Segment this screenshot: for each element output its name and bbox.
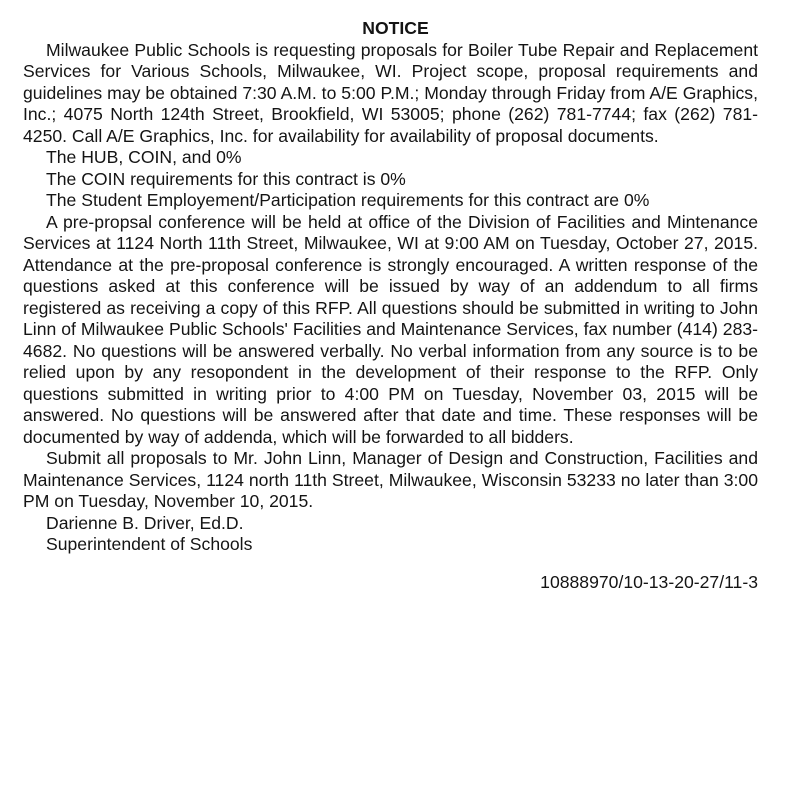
signature-title: Superintendent of Schools	[46, 534, 253, 554]
notice-document	[23, 18, 758, 593]
paragraph-proposal-request: Milwaukee Public Schools is requesting proposals for Boiler Tube Repair and Replacement Services for Various Schools, Milwaukee, WI. Project scope, proposal requirements and guidelines may be obtained 7:30 A.M. to 5:00 P.M.; Monday through Friday from A/E Graphics, Inc.; 4075 North 124th Street, Brookfield, WI 53005; phone (262) 781-7744; fax (262) 781-4250. Call A/E Graphics, Inc. for availability for availability of proposal documents.	[23, 39, 758, 146]
notice-title: NOTICE	[362, 18, 429, 38]
paragraph-hub-coin: The HUB, COIN, and 0%	[46, 147, 242, 167]
paragraph-submission: Submit all proposals to Mr. John Linn, Manager of Design and Construction, Facilities and Maintenance Services, 1124 north 11th Street, Milwaukee, Wisconsin 53233 no later than 3:00 PM on Tuesday, November 10, 2015.	[23, 448, 758, 511]
paragraph-coin-requirements: The COIN requirements for this contract is 0%	[46, 168, 406, 189]
signature-name: Darienne B. Driver, Ed.D.	[46, 512, 244, 533]
reference-number: 10888970/10-13-20-27/11-3	[540, 571, 758, 592]
paragraph-pre-proposal-conference: A pre-propsal conference will be held at office of the Division of Facilities and Mintenance Services at 1124 North 11th Street, Milwaukee, WI at 9:00 AM on Tuesday, October 27, 2015. Attendance at the pre-proposal conference is strongly encouraged. A written response of the questions asked at this conference will be issued by way of an addendum to all firms registered as receiving a copy of this RFP. All questions should be submitted in writing to John Linn of Milwaukee Public Schools' Facilities and Maintenance Services, fax number (414) 283-4682. No questions will be answered verbally. No verbal information from any source is to be relied upon by any resopondent in the development of their response to the RFP. Only questions submitted in writing prior to 4:00 PM on Tuesday, November 03, 2015 will be answered. No questions will be answered after that date and time. These responses will be documented by way of addenda, which will be forwarded to all bidders.	[23, 211, 758, 447]
paragraph-student-employment: The Student Employement/Participation requirements for this contract are 0%	[46, 190, 650, 210]
